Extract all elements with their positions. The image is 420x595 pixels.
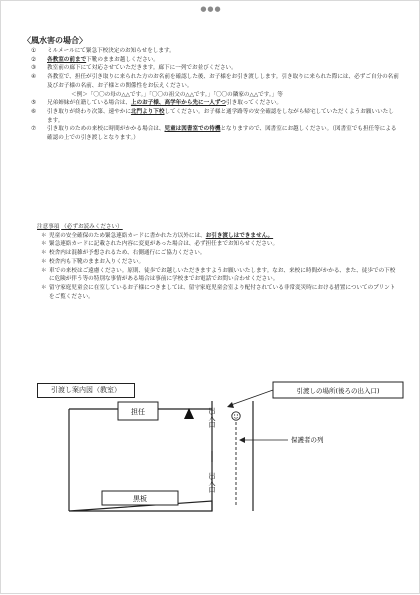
callout-exit-arrow [231,390,273,405]
body-text: 児童の安全確保のため緊急連絡カードに書かれた方以外には、 [49,232,206,239]
body-text: 引き取ってください。 [226,100,282,107]
body-text: ＜例＞「〇〇の母の△△です。」「〇〇の祖父の△△です。」「〇〇の隣家の△△です。」等 [71,91,283,98]
body-text: ミルメールにて緊急下校決定のお知らせをします。 [47,48,175,54]
page-top-dots: ●●● [200,5,222,13]
section-title: 〈風水害の場合〉 [23,36,87,45]
procedure-number: ⑤ [31,100,37,107]
door-top-label: 出入口 [208,407,216,428]
procedure-number: ⑥ [31,108,37,115]
note-bullet: ＊ [41,284,47,291]
body-text: 引き取りのための来校に時間がかかる場合は、 [47,126,165,133]
attention-title: 注意事項 [37,224,60,230]
emphasis-text: 児童は図書室での待機 [164,126,221,133]
guardian-smiley-icon [232,412,240,420]
body-text: 引き取りが終わり次第、速やかに [47,108,131,115]
body-text: 車での来校はご遠慮ください。原則、徒歩でお越しいただきますようお願いいたします。なお、来校に時間がかかる、また、徒歩での下校に危険が伴う等の特別な事情がある場合は事前に学校までお電話でお問い合わせください。 [49,267,396,283]
diagram-title: 引渡し案内図（教室） [37,383,135,398]
note-bullet: ＊ [41,232,47,239]
callout-guardians-text: 保護者の列 [291,436,324,444]
body-text: 留守家庭児童会に在室しているお子様につきましては、留守家庭児童会室より配付されている非常変災時における措置についてのプリントをご覧ください。 [49,284,396,300]
note-bullet: ＊ [41,250,47,257]
body-text: してください。お子様と通学路等の安全確認をしながら帰宅していただくようお願いいたします。 [47,108,394,124]
emphasis-text: 北門より下校 [130,108,165,115]
note-bullet: ＊ [41,258,47,265]
body-text: となりますので、図書室にお越しください。（図書室でも担任等による確認の上での引き渡しとなります。） [47,126,397,142]
attention-title-note: （必ずお読みください） [61,224,123,230]
body-text: 各教室で、担任が引き取りに来られた方のお名前を確認した後、お子様をお引き渡しします。引き取りに来られた際には、必ずご自分の名前及びお子様の名前、お子様との関係性をお伝えください。 [47,74,399,89]
body-text: 校舎内も下靴のままお入りください。 [49,258,145,265]
body-text: 兄弟姉妹が在籍している場合は、 [47,100,131,107]
procedure-number: ② [31,56,37,63]
door-bottom-label: 出入口 [208,472,216,493]
note-bullet: ＊ [41,241,47,248]
handover-diagram [1,1,420,595]
procedure-number: ③ [31,65,37,72]
body-text: 校舎内は混雑が予想されるため、右側通行にご協力ください。 [49,250,206,257]
procedure-number: ⑦ [31,126,37,133]
blackboard-label: 黒板 [133,495,147,503]
procedure-number: ① [31,48,37,54]
callout-exit-text: 引渡しの場所(後ろの出入口) [296,387,380,395]
body-text: 緊急連絡カードに記載された内容に変更があった場合は、必ず担任までお知らせください。 [49,241,279,248]
note-bullet: ＊ [41,267,47,274]
emphasis-text: お引き渡しはできません。 [205,232,274,239]
procedure-number: ④ [31,74,37,81]
emphasis-text: 上のお子様、高学年から先に一人ずつ [130,100,227,107]
teacher-position-marker [184,408,194,419]
emphasis-text: 各教室の前まで [47,56,87,63]
body-text: 教室前の廊下にて対応させていただきます。廊下に一列でお並びください。 [47,65,237,72]
body-text: 下靴のままお越しください。 [86,56,159,63]
teacher-label: 担任 [131,408,145,416]
